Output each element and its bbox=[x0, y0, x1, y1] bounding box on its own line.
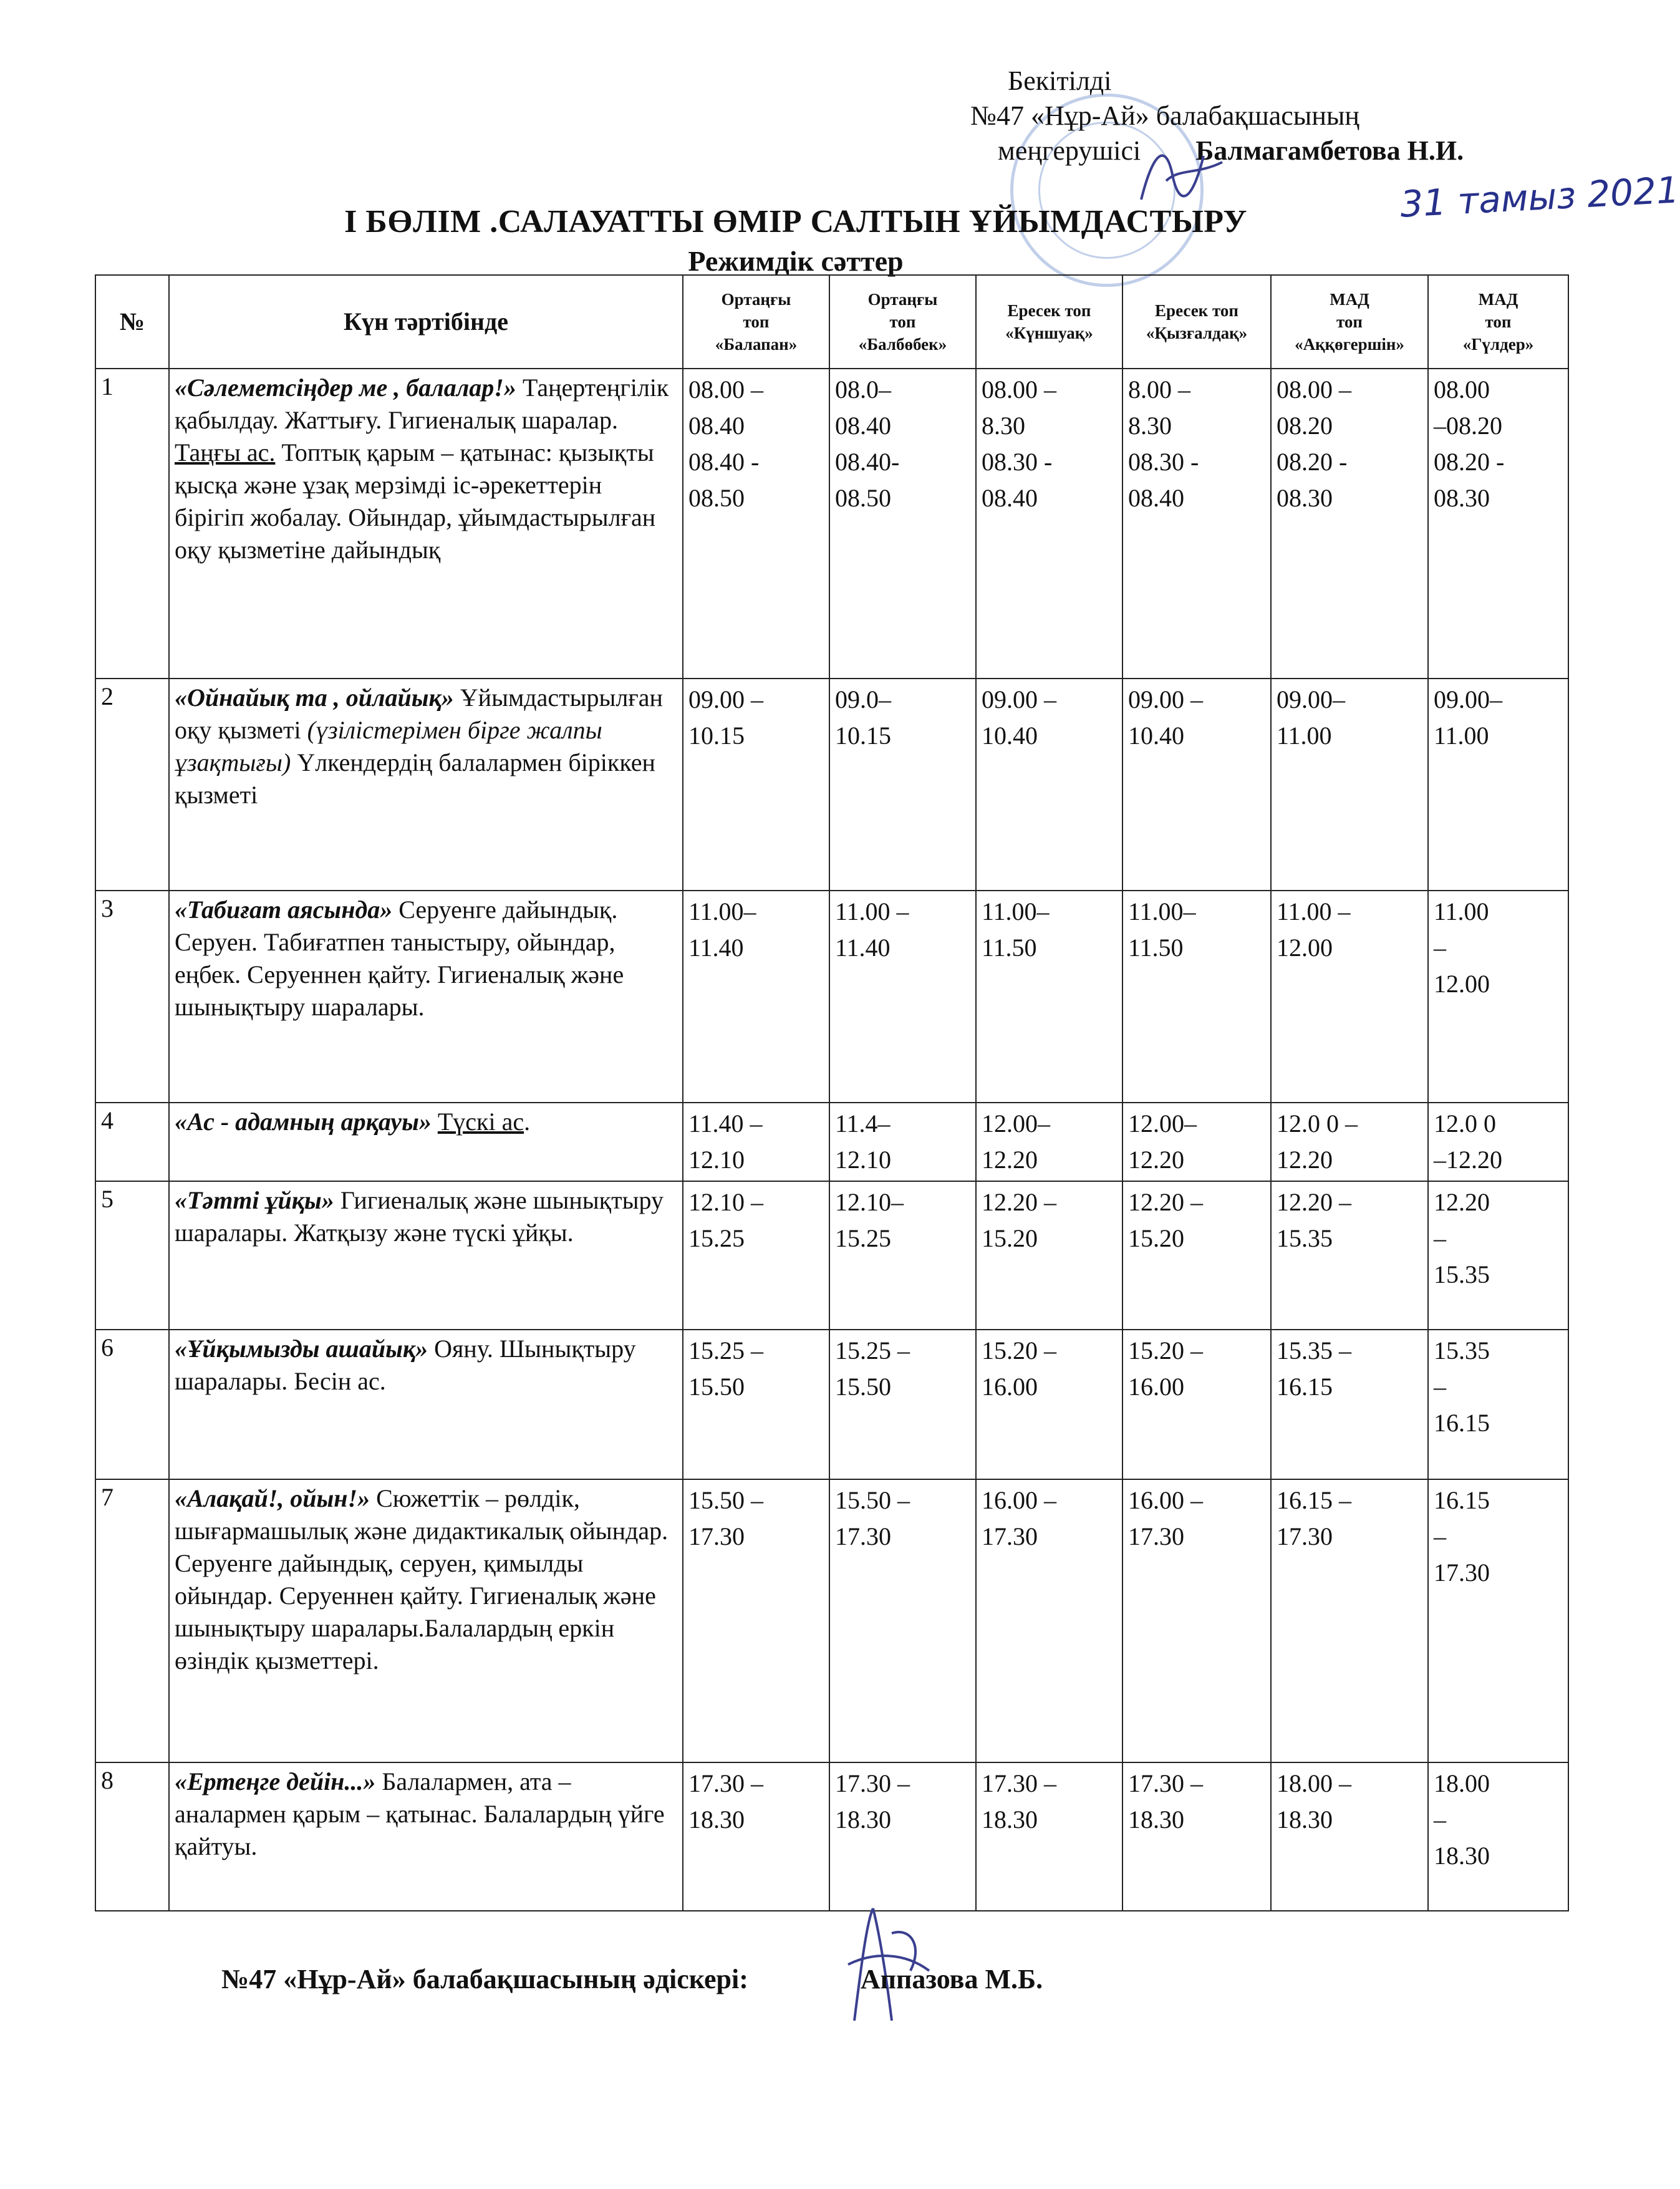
time-cell: 12.10 – 15.25 bbox=[683, 1181, 829, 1330]
time-cell: 11.00 – 11.40 bbox=[829, 891, 976, 1103]
time-cell: 12.10– 15.25 bbox=[829, 1181, 976, 1330]
row-number: 3 bbox=[95, 891, 169, 1103]
time-cell: 08.00 – 08.40 08.40 - 08.50 bbox=[683, 369, 829, 679]
activity-name: «Алақай!, ойын!» bbox=[175, 1484, 370, 1512]
table-row bbox=[95, 1479, 1568, 1762]
activity-name: «Ұйқымызды ашайық» bbox=[175, 1335, 428, 1363]
header-group: Ересек топ «Күншуақ» bbox=[976, 275, 1122, 369]
approval-title: Бекітілді bbox=[1008, 65, 1112, 96]
approval-signature bbox=[1129, 137, 1229, 212]
time-cell: 12.20 – 15.35 bbox=[1271, 1181, 1428, 1330]
time-cell: 09.00– 11.00 bbox=[1271, 679, 1428, 891]
time-cell: 15.50 – 17.30 bbox=[829, 1479, 976, 1762]
row-number: 2 bbox=[95, 679, 169, 891]
time-cell: 11.00– 11.50 bbox=[1122, 891, 1271, 1103]
row-number: 5 bbox=[95, 1181, 169, 1330]
table-row bbox=[95, 1330, 1568, 1479]
activity-name: «Сәлеметсіңдер ме , балалар!» bbox=[175, 374, 516, 402]
row-activity: «Ертеңге дейін...» Балалармен, ата –аналармен қарым – қатынас. Балалардың үйге қайтуы. bbox=[169, 1762, 683, 1911]
table-row bbox=[95, 1762, 1568, 1911]
time-cell: 16.00 – 17.30 bbox=[1122, 1479, 1271, 1762]
table-header-row bbox=[95, 275, 1568, 369]
time-cell: 18.00 – 18.30 bbox=[1271, 1762, 1428, 1911]
time-cell: 09.00 – 10.40 bbox=[1122, 679, 1271, 891]
time-cell: 12.20 – 15.20 bbox=[1122, 1181, 1271, 1330]
row-activity: «Сәлеметсіңдер ме , балалар!» Таңертеңгілік қабылдау. Жаттығу. Гигиеналық шаралар. Таңғы ас. Топтық қарым – қатынас: қызықты қысқа және ұзақ мерзімді іс-әрекеттерін бірігіп жобалау. Ойындар, ұйымдастырылған оқу қызметіне дайындық bbox=[169, 369, 683, 679]
row-number: 8 bbox=[95, 1762, 169, 1911]
row-number: 4 bbox=[95, 1103, 169, 1181]
time-cell: 09.00– 11.00 bbox=[1428, 679, 1568, 891]
time-cell: 11.4– 12.10 bbox=[829, 1103, 976, 1181]
time-cell: 09.00 – 10.15 bbox=[683, 679, 829, 891]
row-activity: «Ойнайық та , ойлайық» Ұйымдастырылған оқу қызметі (үзілістерімен бірге жалпы ұзақтығы) Үлкендердің балалармен біріккен қызметі bbox=[169, 679, 683, 891]
footer-label: №47 «Нұр-Ай» балабақшасының әдіскері: bbox=[221, 1964, 748, 1994]
time-cell: 12.0 0 – 12.20 bbox=[1271, 1103, 1428, 1181]
time-cell: 11.00 – 12.00 bbox=[1428, 891, 1568, 1103]
time-cell: 17.30 – 18.30 bbox=[1122, 1762, 1271, 1911]
header-group: Ересек топ «Қызғалдақ» bbox=[1122, 275, 1271, 369]
time-cell: 09.00 – 10.40 bbox=[976, 679, 1122, 891]
header-group: МАД топ «Гүлдер» bbox=[1428, 275, 1568, 369]
time-cell: 8.00 – 8.30 08.30 - 08.40 bbox=[1122, 369, 1271, 679]
row-activity: «Табиғат аясында» Серуенге дайындық. Серуен. Табиғатпен таныстыру, ойындар, еңбек. Серуеннен қайту. Гигиеналық және шынықтыру шаралары. bbox=[169, 891, 683, 1103]
table-row bbox=[95, 679, 1568, 891]
activity-name: «Табиғат аясында» bbox=[175, 896, 393, 924]
header-group: Ортаңғы топ «Балбөбек» bbox=[829, 275, 976, 369]
footer-signature-line bbox=[221, 1963, 1043, 1995]
time-cell: 09.0– 10.15 bbox=[829, 679, 976, 891]
page-subtitle: Режимдік сәттер bbox=[688, 245, 904, 277]
time-cell: 12.0 0 –12.20 bbox=[1428, 1103, 1568, 1181]
header-number: № bbox=[95, 275, 169, 369]
time-cell: 11.40 – 12.10 bbox=[683, 1103, 829, 1181]
time-cell: 15.20 – 16.00 bbox=[1122, 1330, 1271, 1479]
activity-name: «Ертеңге дейін...» bbox=[175, 1767, 376, 1795]
time-cell: 15.25 – 15.50 bbox=[683, 1330, 829, 1479]
time-cell: 08.00 – 08.20 08.20 - 08.30 bbox=[1271, 369, 1428, 679]
approval-name: Балмагамбетова Н.И. bbox=[1195, 135, 1464, 166]
approval-organization: №47 «Нұр-Ай» балабақшасының bbox=[970, 100, 1359, 131]
table-row bbox=[95, 1103, 1568, 1181]
time-cell: 12.00– 12.20 bbox=[976, 1103, 1122, 1181]
page-title: І БӨЛІМ .САЛАУАТТЫ ӨМІР САЛТЫН ҰЙЫМДАСТЫРУ bbox=[344, 204, 1247, 239]
header-group: Ортаңғы топ «Балапан» bbox=[683, 275, 829, 369]
time-cell: 15.20 – 16.00 bbox=[976, 1330, 1122, 1479]
time-cell: 08.00 –08.20 08.20 - 08.30 bbox=[1428, 369, 1568, 679]
time-cell: 16.15 – 17.30 bbox=[1428, 1479, 1568, 1762]
time-cell: 18.00 – 18.30 bbox=[1428, 1762, 1568, 1911]
activity-name: «Ас - адамның арқауы» bbox=[175, 1108, 432, 1136]
table-row bbox=[95, 369, 1568, 679]
row-number: 1 bbox=[95, 369, 169, 679]
time-cell: 12.20 – 15.35 bbox=[1428, 1181, 1568, 1330]
approval-date: 31 тамыз 2021 bbox=[1399, 168, 1680, 226]
time-cell: 12.00– 12.20 bbox=[1122, 1103, 1271, 1181]
schedule-table bbox=[95, 274, 1569, 1911]
time-cell: 16.00 – 17.30 bbox=[976, 1479, 1122, 1762]
time-cell: 15.35 – 16.15 bbox=[1271, 1330, 1428, 1479]
time-cell: 17.30 – 18.30 bbox=[976, 1762, 1122, 1911]
table-row bbox=[95, 891, 1568, 1103]
header-group: МАД топ «Аққөгершін» bbox=[1271, 275, 1428, 369]
time-cell: 11.00– 11.40 bbox=[683, 891, 829, 1103]
activity-name: «Тәтті ұйқы» bbox=[175, 1186, 334, 1214]
time-cell: 17.30 – 18.30 bbox=[683, 1762, 829, 1911]
approval-signatory bbox=[998, 133, 1464, 168]
time-cell: 11.00 – 12.00 bbox=[1271, 891, 1428, 1103]
activity-name: «Ойнайық та , ойлайық» bbox=[175, 684, 454, 712]
time-cell: 16.15 – 17.30 bbox=[1271, 1479, 1428, 1762]
time-cell: 15.50 – 17.30 bbox=[683, 1479, 829, 1762]
row-number: 6 bbox=[95, 1330, 169, 1479]
row-number: 7 bbox=[95, 1479, 169, 1762]
row-activity: «Ұйқымызды ашайық» Ояну. Шынықтыру шаралары. Бесін ас. bbox=[169, 1330, 683, 1479]
row-activity: «Алақай!, ойын!» Сюжеттік – рөлдік, шығармашылық және дидактикалық ойындар. Серуенге дайындық, серуен, қимылды ойындар. Серуеннен қайту. Гигиеналық және шынықтыру шаралары.Балалардың еркін өзіндік қызметтері. bbox=[169, 1479, 683, 1762]
time-cell: 08.00 – 8.30 08.30 - 08.40 bbox=[976, 369, 1122, 679]
time-cell: 08.0– 08.40 08.40- 08.50 bbox=[829, 369, 976, 679]
header-routine: Күн тәртібінде bbox=[169, 275, 683, 369]
time-cell: 12.20 – 15.20 bbox=[976, 1181, 1122, 1330]
row-activity: «Тәтті ұйқы» Гигиеналық және шынықтыру шаралары. Жатқызу және түскі ұйқы. bbox=[169, 1181, 683, 1330]
time-cell: 15.35 – 16.15 bbox=[1428, 1330, 1568, 1479]
approval-role: меңгерушісі bbox=[998, 135, 1141, 166]
time-cell: 17.30 – 18.30 bbox=[829, 1762, 976, 1911]
time-cell: 11.00– 11.50 bbox=[976, 891, 1122, 1103]
time-cell: 15.25 – 15.50 bbox=[829, 1330, 976, 1479]
row-activity: «Ас - адамның арқауы» Түскі ас. bbox=[169, 1103, 683, 1181]
footer-name: Аппазова М.Б. bbox=[860, 1964, 1043, 1994]
table-row bbox=[95, 1181, 1568, 1330]
